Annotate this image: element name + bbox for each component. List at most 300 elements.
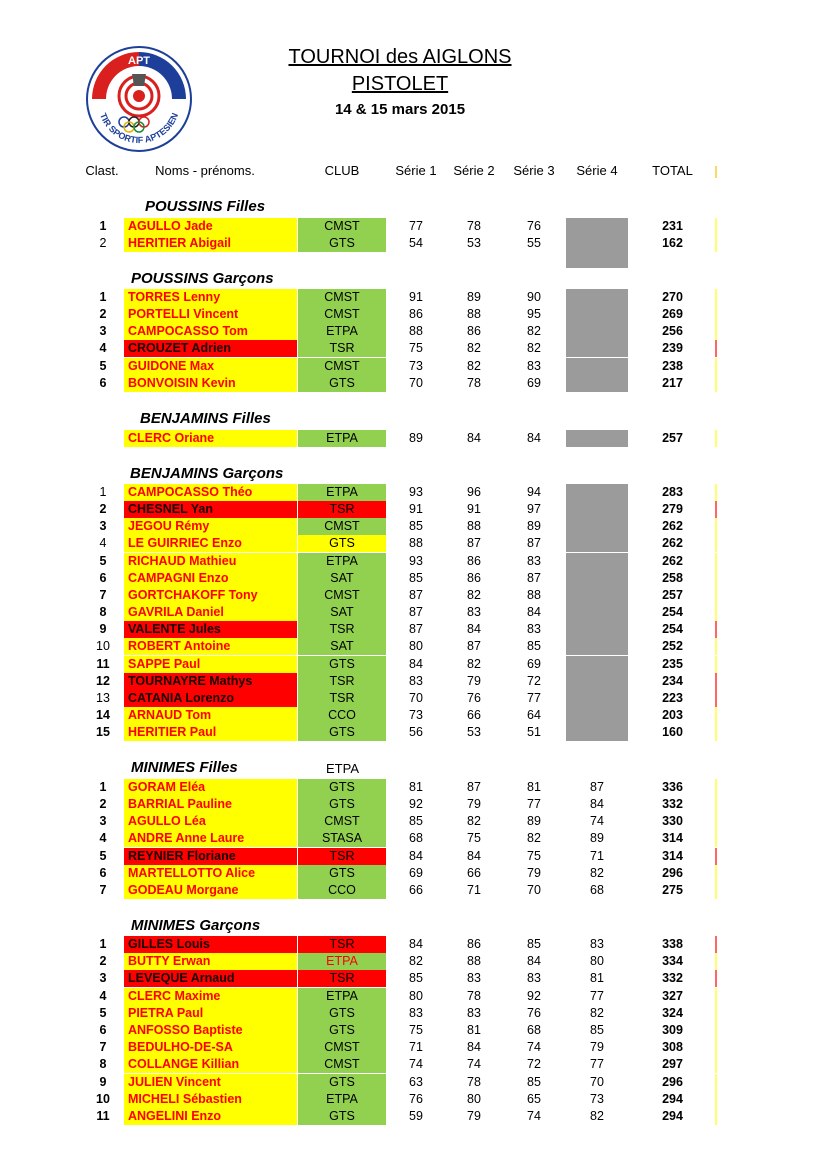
table-row [0,484,826,501]
edge-mark [715,604,717,621]
serie-4-cell: 89 [590,831,604,845]
total-cell: 254 [662,622,683,636]
section-title: MINIMES Filles [131,759,238,776]
name-cell: CAMPAGNI Enzo [124,570,297,587]
serie-3-cell: 69 [527,657,541,671]
rank-cell: 1 [99,780,107,794]
serie-4-cell [566,724,628,741]
total-cell: 223 [662,691,683,705]
name-cell: CHESNEL Yan [124,501,297,518]
table-row [0,779,826,796]
serie-1-cell: 56 [409,725,423,739]
serie-1-cell: 80 [409,639,423,653]
rank-cell: 7 [99,1040,107,1054]
serie-1-cell: 85 [409,814,423,828]
serie-2-cell: 79 [467,1109,481,1123]
serie-1-cell: 71 [409,1040,423,1054]
total-cell: 330 [662,814,683,828]
table-row [0,375,826,392]
edge-mark [715,1091,717,1108]
serie-3-cell: 83 [527,622,541,636]
serie-3-cell: 87 [527,536,541,550]
serie-1-cell: 88 [409,324,423,338]
rank-cell: 9 [99,1075,107,1089]
serie-1-cell: 82 [409,954,423,968]
serie-4-cell [566,375,628,392]
total-cell: 327 [662,989,683,1003]
name-cell: RICHAUD Mathieu [124,553,297,570]
rank-cell: 3 [99,324,107,338]
serie-4-cell [566,218,628,235]
name-cell: ANDRE Anne Laure [124,830,297,847]
club-cell: CMST [298,518,386,535]
table-row [0,553,826,570]
rank-cell: 1 [99,937,107,951]
edge-mark [715,553,717,570]
serie-4-cell [566,235,628,252]
name-cell: HERITIER Abigail [124,235,297,252]
serie-4-cell [566,587,628,604]
name-cell: GUIDONE Max [124,358,297,375]
serie-4-cell [566,690,628,707]
serie-1-cell: 89 [409,431,423,445]
name-cell: PORTELLI Vincent [124,306,297,323]
serie-3-cell: 76 [527,1006,541,1020]
serie-2-cell: 66 [467,866,481,880]
serie-4-cell: 79 [590,1040,604,1054]
table-row [0,1056,826,1073]
rank-cell: 8 [99,605,107,619]
section-title: BENJAMINS Filles [140,410,271,427]
table-row [0,848,826,865]
club-cell: STASA [298,830,386,847]
serie-1-cell: 84 [409,657,423,671]
total-cell: 203 [662,708,683,722]
table-row [0,501,826,518]
serie-2-cell: 79 [467,674,481,688]
serie-2-cell: 78 [467,376,481,390]
serie-1-cell: 70 [409,376,423,390]
table-row [0,1039,826,1056]
edge-mark [715,1005,717,1022]
serie-4-empty-block [566,252,628,268]
rank-cell: 10 [96,639,110,653]
club-cell: ETPA [298,953,386,970]
serie-4-cell: 81 [590,971,604,985]
serie-1-cell: 80 [409,989,423,1003]
rank-cell: 5 [99,359,107,373]
edge-mark [715,235,717,252]
total-cell: 262 [662,536,683,550]
serie-3-cell: 77 [527,691,541,705]
edge-mark [715,813,717,830]
total-cell: 336 [662,780,683,794]
total-cell: 235 [662,657,683,671]
serie-4-cell [566,518,628,535]
serie-2-cell: 53 [467,725,481,739]
serie-2-cell: 71 [467,883,481,897]
rank-cell: 6 [99,866,107,880]
serie-1-cell: 73 [409,708,423,722]
section-title: POUSSINS Garçons [131,270,274,287]
serie-4-cell [566,570,628,587]
table-row [0,358,826,375]
rank-cell: 11 [96,657,110,671]
serie-4-cell [566,553,628,570]
table-row [0,796,826,813]
rank-cell: 5 [99,554,107,568]
edge-mark [715,988,717,1005]
table-row [0,1091,826,1108]
section-title: BENJAMINS Garçons [130,465,284,482]
serie-1-cell: 75 [409,341,423,355]
serie-2-cell: 78 [467,219,481,233]
serie-2-cell: 83 [467,1006,481,1020]
serie-2-cell: 66 [467,708,481,722]
serie-3-cell: 90 [527,290,541,304]
total-cell: 234 [662,674,683,688]
club-cell: GTS [298,235,386,252]
total-cell: 269 [662,307,683,321]
total-cell: 332 [662,797,683,811]
serie-2-cell: 82 [467,341,481,355]
serie-4-cell: 74 [590,814,604,828]
rank-cell: 10 [96,1092,110,1106]
serie-4-cell: 83 [590,937,604,951]
club-cell: SAT [298,604,386,621]
serie-3-cell: 85 [527,639,541,653]
serie-2-cell: 96 [467,485,481,499]
club-cell: ETPA [298,553,386,570]
serie-3-cell: 89 [527,519,541,533]
table-row [0,865,826,882]
serie-3-cell: 82 [527,341,541,355]
table-row [0,970,826,987]
serie-1-cell: 74 [409,1057,423,1071]
table-row [0,830,826,847]
name-cell: CROUZET Adrien [124,340,297,357]
serie-1-cell: 87 [409,622,423,636]
club-cell: CMST [298,289,386,306]
total-cell: 296 [662,866,683,880]
serie-3-cell: 83 [527,971,541,985]
serie-3-cell: 77 [527,797,541,811]
serie-2-cell: 86 [467,554,481,568]
edge-mark [715,848,717,865]
serie-4-cell: 84 [590,797,604,811]
name-cell: MARTELLOTTO Alice [124,865,297,882]
serie-2-cell: 82 [467,588,481,602]
rank-cell: 2 [99,307,107,321]
total-cell: 283 [662,485,683,499]
club-cell: TSR [298,690,386,707]
name-cell: VALENTE Jules [124,621,297,638]
total-cell: 256 [662,324,683,338]
total-cell: 334 [662,954,683,968]
col-name: Noms - prénoms. [155,163,255,178]
club-cell: CCO [298,882,386,899]
serie-3-cell: 85 [527,1075,541,1089]
edge-mark [715,707,717,724]
club-cell: CMST [298,1039,386,1056]
serie-1-cell: 68 [409,831,423,845]
serie-1-cell: 63 [409,1075,423,1089]
edge-mark [715,218,717,235]
serie-1-cell: 81 [409,780,423,794]
name-cell: GORTCHAKOFF Tony [124,587,297,604]
rank-cell: 5 [99,1006,107,1020]
rank-cell [86,430,120,447]
serie-3-cell: 97 [527,502,541,516]
serie-3-cell: 83 [527,359,541,373]
name-cell: BEDULHO-DE-SA [124,1039,297,1056]
edge-mark [715,970,717,987]
table-row [0,1022,826,1039]
edge-mark [715,882,717,899]
name-cell: JEGOU Rémy [124,518,297,535]
serie-3-cell: 75 [527,849,541,863]
serie-4-cell [566,673,628,690]
club-cell: CMST [298,306,386,323]
serie-2-cell: 78 [467,1075,481,1089]
col-serie-1: Série 1 [395,163,437,178]
section-extra-label: ETPA [326,761,359,776]
serie-4-cell [566,501,628,518]
name-cell: LE GUIRRIEC Enzo [124,535,297,552]
serie-3-cell: 95 [527,307,541,321]
rank-cell: 9 [99,622,107,636]
club-cell: GTS [298,724,386,741]
rank-cell: 6 [99,376,107,390]
rank-cell: 5 [99,849,107,863]
table-row [0,724,826,741]
total-cell: 308 [662,1040,683,1054]
serie-2-cell: 84 [467,622,481,636]
total-cell: 262 [662,554,683,568]
club-cell: GTS [298,1022,386,1039]
table-row [0,289,826,306]
edge-mark [715,779,717,796]
rank-cell: 2 [99,797,107,811]
serie-3-cell: 51 [527,725,541,739]
rank-cell: 6 [99,1023,107,1037]
club-cell: TSR [298,970,386,987]
serie-2-cell: 87 [467,639,481,653]
club-cell: TSR [298,936,386,953]
serie-4-cell: 82 [590,1109,604,1123]
serie-2-cell: 84 [467,431,481,445]
edge-mark [715,830,717,847]
serie-1-cell: 83 [409,1006,423,1020]
rank-cell: 12 [96,674,110,688]
serie-4-cell: 80 [590,954,604,968]
table-row [0,707,826,724]
total-cell: 217 [662,376,683,390]
serie-2-cell: 84 [467,849,481,863]
name-cell: AGULLO Jade [124,218,297,235]
rank-cell: 4 [99,831,107,845]
club-cell: SAT [298,638,386,655]
serie-3-cell: 88 [527,588,541,602]
serie-2-cell: 81 [467,1023,481,1037]
name-cell: CLERC Maxime [124,988,297,1005]
total-cell: 262 [662,519,683,533]
rank-cell: 2 [99,502,107,516]
serie-3-cell: 81 [527,780,541,794]
serie-3-cell: 79 [527,866,541,880]
total-cell: 231 [662,219,683,233]
rank-cell: 7 [99,588,107,602]
edge-mark [715,1022,717,1039]
section-title: POUSSINS Filles [145,198,266,215]
serie-2-cell: 83 [467,605,481,619]
serie-1-cell: 69 [409,866,423,880]
table-row [0,690,826,707]
section-title: MINIMES Garçons [131,917,261,934]
total-cell: 252 [662,639,683,653]
edge-mark [715,587,717,604]
serie-2-cell: 86 [467,571,481,585]
serie-4-cell [566,323,628,340]
serie-1-cell: 73 [409,359,423,373]
total-cell: 257 [662,588,683,602]
name-cell: CLERC Oriane [124,430,297,447]
serie-2-cell: 76 [467,691,481,705]
serie-2-cell: 84 [467,1040,481,1054]
serie-1-cell: 85 [409,971,423,985]
club-cell: CCO [298,707,386,724]
serie-1-cell: 66 [409,883,423,897]
serie-1-cell: 86 [409,307,423,321]
rank-cell: 4 [99,536,107,550]
serie-2-cell: 87 [467,780,481,794]
serie-4-cell [566,535,628,552]
document-date: 14 & 15 mars 2015 [334,101,466,118]
total-cell: 254 [662,605,683,619]
name-cell: MICHELI Sébastien [124,1091,297,1108]
col-serie-2: Série 2 [453,163,495,178]
name-cell: REYNIER Floriane [124,848,297,865]
table-row [0,673,826,690]
rank-cell: 7 [99,883,107,897]
club-cell: TSR [298,848,386,865]
serie-2-cell: 80 [467,1092,481,1106]
rank-cell: 14 [96,708,110,722]
club-cell: CMST [298,587,386,604]
name-cell: SAPPE Paul [124,656,297,673]
serie-3-cell: 82 [527,324,541,338]
serie-3-cell: 55 [527,236,541,250]
total-cell: 324 [662,1006,683,1020]
edge-mark [715,796,717,813]
serie-1-cell: 70 [409,691,423,705]
edge-mark [715,323,717,340]
name-cell: GILLES Louis [124,936,297,953]
serie-2-cell: 88 [467,954,481,968]
rank-cell: 3 [99,971,107,985]
serie-4-cell [566,430,628,447]
name-cell: TOURNAYRE Mathys [124,673,297,690]
serie-2-cell: 87 [467,536,481,550]
total-cell: 239 [662,341,683,355]
name-cell: ROBERT Antoine [124,638,297,655]
name-cell: CAMPOCASSO Tom [124,323,297,340]
total-cell: 332 [662,971,683,985]
edge-mark [715,865,717,882]
edge-mark [715,673,717,690]
table-row [0,936,826,953]
serie-3-cell: 92 [527,989,541,1003]
serie-3-cell: 83 [527,554,541,568]
edge-mark [715,501,717,518]
col-serie-4: Série 4 [576,163,618,178]
serie-1-cell: 92 [409,797,423,811]
name-cell: ANGELINI Enzo [124,1108,297,1125]
name-cell: GODEAU Morgane [124,882,297,899]
serie-2-cell: 53 [467,236,481,250]
edge-mark [715,430,717,447]
edge-mark [715,690,717,707]
col-serie-3: Série 3 [513,163,555,178]
serie-3-cell: 94 [527,485,541,499]
serie-4-cell [566,358,628,375]
serie-2-cell: 88 [467,519,481,533]
serie-2-cell: 91 [467,502,481,516]
table-row [0,1108,826,1125]
serie-4-cell: 71 [590,849,604,863]
serie-2-cell: 83 [467,971,481,985]
serie-3-cell: 82 [527,831,541,845]
club-cell: ETPA [298,430,386,447]
serie-3-cell: 68 [527,1023,541,1037]
serie-4-cell [566,289,628,306]
edge-mark [715,358,717,375]
club-cell: TSR [298,621,386,638]
table-row [0,638,826,655]
club-cell: GTS [298,1074,386,1091]
club-cell: CMST [298,1056,386,1073]
edge-mark [715,1039,717,1056]
total-cell: 314 [662,831,683,845]
col-rank: Clast. [85,163,119,178]
serie-2-cell: 82 [467,814,481,828]
serie-3-cell: 89 [527,814,541,828]
club-cell: CMST [298,218,386,235]
name-cell: GAVRILA Daniel [124,604,297,621]
table-row [0,813,826,830]
rank-cell: 6 [99,571,107,585]
rank-cell: 11 [96,1109,110,1123]
serie-2-cell: 88 [467,307,481,321]
serie-4-cell [566,340,628,357]
edge-mark [715,953,717,970]
club-cell: SAT [298,570,386,587]
total-cell: 270 [662,290,683,304]
name-cell: BARRIAL Pauline [124,796,297,813]
rank-cell: 4 [99,989,107,1003]
rank-cell: 1 [99,290,107,304]
document-subtitle: PISTOLET [351,73,449,95]
table-row [0,621,826,638]
serie-3-cell: 85 [527,937,541,951]
serie-2-cell: 86 [467,324,481,338]
name-cell: PIETRA Paul [124,1005,297,1022]
club-cell: GTS [298,656,386,673]
serie-3-cell: 84 [527,954,541,968]
rank-cell: 3 [99,814,107,828]
club-cell: GTS [298,375,386,392]
edge-mark [715,638,717,655]
